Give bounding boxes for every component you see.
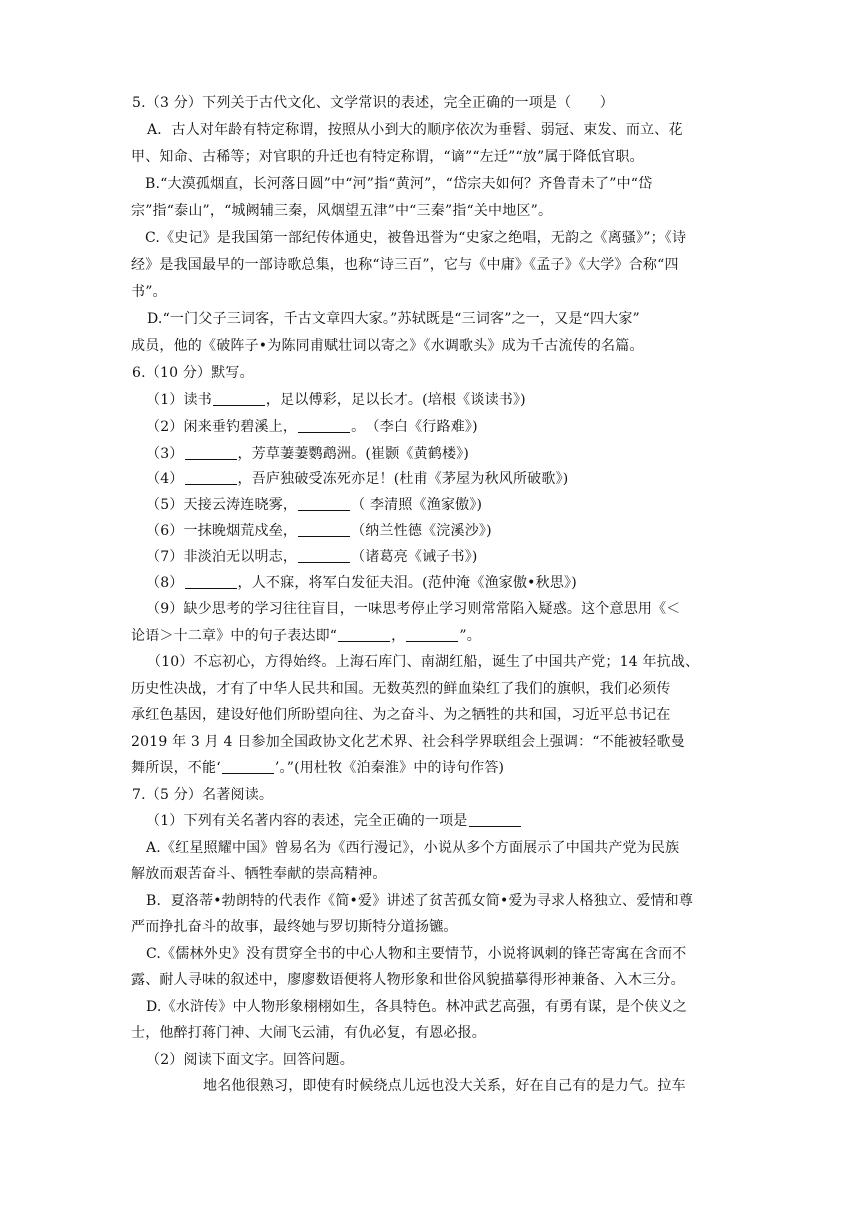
text-line [131,255,865,275]
answer-blank[interactable] [222,759,274,774]
text-line [145,174,865,194]
text-segment: ，芳草萋萋鹦鹉洲。(崔颢《黄鹤楼》) [237,446,470,462]
answer-blank[interactable] [185,445,237,460]
answer-blank[interactable] [213,391,265,406]
answer-blank[interactable] [469,812,521,827]
text-line [131,679,865,699]
text-segment: 甲、知命、古稀等；对官职的升迁也有特定称谓，“谪”“左迁”“放”属于降低官职。 [131,149,644,165]
text-segment: C.《儒林外史》没有贯穿全书的中心人物和主要情节，小说将讽刺的锋芒寄寓在含而不 [146,946,687,962]
text-segment: 露、耐人寻味的叙述中，廖廖数语便将人物形象和世俗风貌描摹得形神兼备、入木三分。 [131,972,685,988]
text-line [203,1076,865,1096]
text-line [146,495,865,515]
text-segment: 书”。 [131,284,167,300]
text-segment: D.“一门父子三词客，千古文章四大家。”苏轼既是“三词客”之一，又是“四大家” [147,311,640,327]
text-line [146,547,865,567]
answer-blank[interactable] [185,574,237,589]
text-segment: A．古人对年龄有特定称谓，按照从小到大的顺序依次为垂髫、弱冠、束发、而立、花 [147,122,683,138]
text-segment: 经》是我国最早的一部诗歌总集，也称“诗三百”，它与《中庸》《孟子》《大学》合称“四 [131,257,679,273]
text-line [132,785,865,805]
text-segment: （1）下列有关名著内容的表述，完全正确的一项是 [146,813,468,829]
text-line [146,599,865,619]
text-segment: （1）读书 [146,392,212,408]
text-line [132,363,865,383]
text-line [147,120,865,140]
text-line [146,469,865,489]
answer-blank[interactable] [406,627,458,642]
text-line [131,201,865,221]
text-segment: （4） [146,471,184,487]
text-segment: 论语＞十二章》中的句子表达即“ [131,628,338,644]
text-line [146,444,865,464]
text-segment: 成员，他的《破阵子•为陈同甫赋壮词以寄之》《水调歌头》成为千古流传的名篇。 [131,338,644,354]
text-line [146,1050,865,1070]
text-segment: 士，他醉打蒋门神、大闹飞云浦，有仇必复，有恩必报。 [131,1025,486,1041]
text-segment: 宗”指“泰山”，“城阙辅三秦，风烟望五津”中“三秦”指“关中地区”。 [131,203,553,219]
text-segment: ， [391,628,406,644]
text-line [131,864,865,884]
text-segment: （8） [146,575,184,591]
text-segment: 2019 年 3 月 4 日参加全国政协文化艺术界、社会科学界联组会上强调：“不能被轻歌曼 [131,734,685,750]
text-line [131,917,865,937]
text-segment: （6）一抹晚烟荒戍垒， [146,523,298,539]
text-segment: 历史性决战，才有了中华人民共和国。无数英烈的鲜血染红了我们的旗帜，我们必须传 [131,681,671,697]
text-line [131,758,865,778]
answer-blank[interactable] [298,418,350,433]
text-line [131,336,865,356]
text-line [131,705,865,725]
text-segment: 。 （李白《行路难》) [351,419,478,435]
text-segment: 承红色基因，建设好他们所盼望向往、为之奋斗、为之牺牲的共和国，习近平总书记在 [131,707,671,723]
text-line [146,390,865,410]
text-segment: 舞所误，不能‘ [131,760,221,776]
text-segment: ，足以傅彩，足以长才。(培根《谈读书》) [265,392,526,408]
text-line [146,838,865,858]
text-segment: （ 李清照《渔家傲》) [351,497,483,513]
text-segment: B．夏洛蒂•勃朗特的代表作《简•爱》讲述了贫苦孤女简•爱为寻求人格独立、爱情和尊 [146,893,694,909]
text-segment: ，人不寐，将军白发征夫泪。(范仲淹《渔家傲•秋思》) [237,575,577,591]
answer-blank[interactable] [298,522,350,537]
text-segment: ”。 [459,628,481,644]
text-segment: ，吾庐独破受冻死亦足！(杜甫《茅屋为秋风所破歌》) [237,471,569,487]
text-line [145,228,865,248]
text-segment: ’。”(用杜牧《泊秦淮》中的诗句作答) [274,760,505,776]
text-segment: 5.（3 分）下列关于古代文化、文学常识的表述，完全正确的一项是（ ） [132,95,614,111]
text-segment: （10）不忘初心，方得始终。上海石库门、南湖红船，诞生了中国共产党；14 年抗战、 [147,654,700,670]
text-line [146,811,865,831]
text-line [131,970,865,990]
text-segment: （9）缺少思考的学习往往盲目，一味思考停止学习则常常陷入疑惑。这个意思用《＜ [146,601,681,617]
text-line [146,944,865,964]
text-segment: A.《红星照耀中国》曾易名为《西行漫记》，小说从多个方面展示了中国共产党为民族 [146,840,680,856]
text-line [147,652,865,672]
answer-blank[interactable] [185,470,237,485]
text-segment: （2）闲来垂钓碧溪上， [146,419,298,435]
text-line [147,309,865,329]
text-segment: （诸葛亮《诫子书》) [351,549,478,565]
text-line [146,891,865,911]
answer-blank[interactable] [338,627,390,642]
text-line [146,997,865,1017]
text-segment: 6.（10 分）默写。 [132,365,254,381]
text-segment: （5）天接云涛连晓雾， [146,497,298,513]
text-segment: 7.（5 分）名著阅读。 [132,787,274,803]
text-segment: （7）非淡泊无以明志， [146,549,298,565]
text-line [131,626,865,646]
text-segment: 解放而艰苦奋斗、牺牲奉献的崇高精神。 [131,866,387,882]
text-segment: 严而挣扎奋斗的故事，最终她与罗切斯特分道扬镳。 [131,919,458,935]
text-segment: （3） [146,446,184,462]
answer-blank[interactable] [298,496,350,511]
text-line [132,93,865,113]
text-line [131,147,865,167]
text-segment: （2）阅读下面文字。回答问题。 [146,1052,354,1068]
text-line [146,573,865,593]
text-segment: B.“大漠孤烟直，长河落日圆”中“河”指“黄河”，“岱宗夫如何？齐鲁青未了”中“岱 [145,176,653,192]
text-line [146,417,865,437]
text-segment: C.《史记》是我国第一部纪传体通史，被鲁迅誉为“史家之绝唱，无韵之《离骚》”；《诗 [145,230,687,246]
text-segment: D.《水浒传》中人物形象栩栩如生，各具特色。林冲武艺高强，有勇有谋，是个侠义之 [146,999,687,1015]
answer-blank[interactable] [298,548,350,563]
text-line [131,1023,865,1043]
text-line [131,282,865,302]
text-line [131,732,865,752]
text-segment: （纳兰性德《浣溪沙》) [351,523,492,539]
text-segment: 地名他很熟习，即使有时候绕点儿远也没大关系，好在自己有的是力气。拉车 [203,1078,686,1094]
text-line [146,521,865,541]
